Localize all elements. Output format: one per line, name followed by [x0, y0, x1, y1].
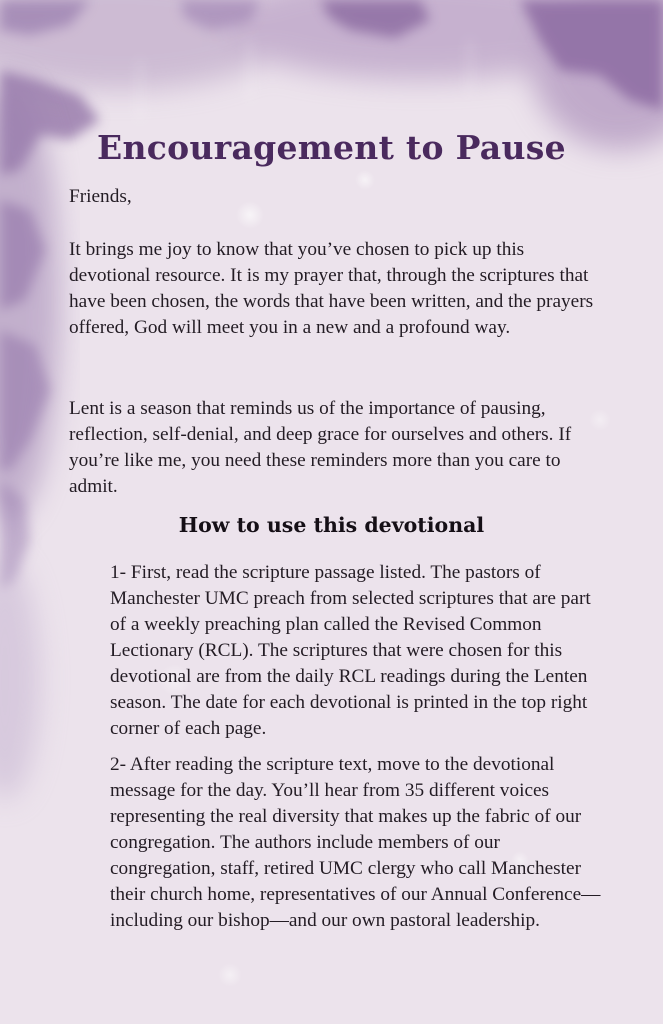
lent-paragraph: Lent is a season that reminds us of the importance of pausing, reflection, self-denial, and deep grace for ourselves and others. If you’re like me, you need these reminders more than you care to admit.	[69, 398, 572, 497]
greeting: Friends,	[69, 186, 132, 207]
page-title: Encouragement to Pause	[97, 128, 566, 167]
section-heading: How to use this devotional	[178, 513, 485, 537]
intro-paragraph: It brings me joy to know that you’ve chosen to pick up this devotional resource. It is my prayer that, through the scriptures that have been chosen, the words that have been written, and the prayers offered, God will meet you in a new and a profound way.	[69, 239, 594, 338]
instruction-step-2: 2- After reading the scripture text, move to the devotional message for the day. You’ll hear from 35 different voices representing the real diversity that makes up the fabric of our congregation. The authors include members of our congregation, staff, retired UMC clergy who call Manchester their church home, representatives of our Annual Conference—including our bishop—and our own pastoral leadership.	[110, 754, 601, 931]
instruction-step-1: 1- First, read the scripture passage listed. The pastors of Manchester UMC preach from selected scriptures that are part of a weekly preaching plan called the Revised Common Lectionary (RCL). The scriptures that were chosen for this devotional are from the daily RCL readings during the Lenten season. The date for each devotional is printed in the top right corner of each page.	[110, 562, 591, 739]
